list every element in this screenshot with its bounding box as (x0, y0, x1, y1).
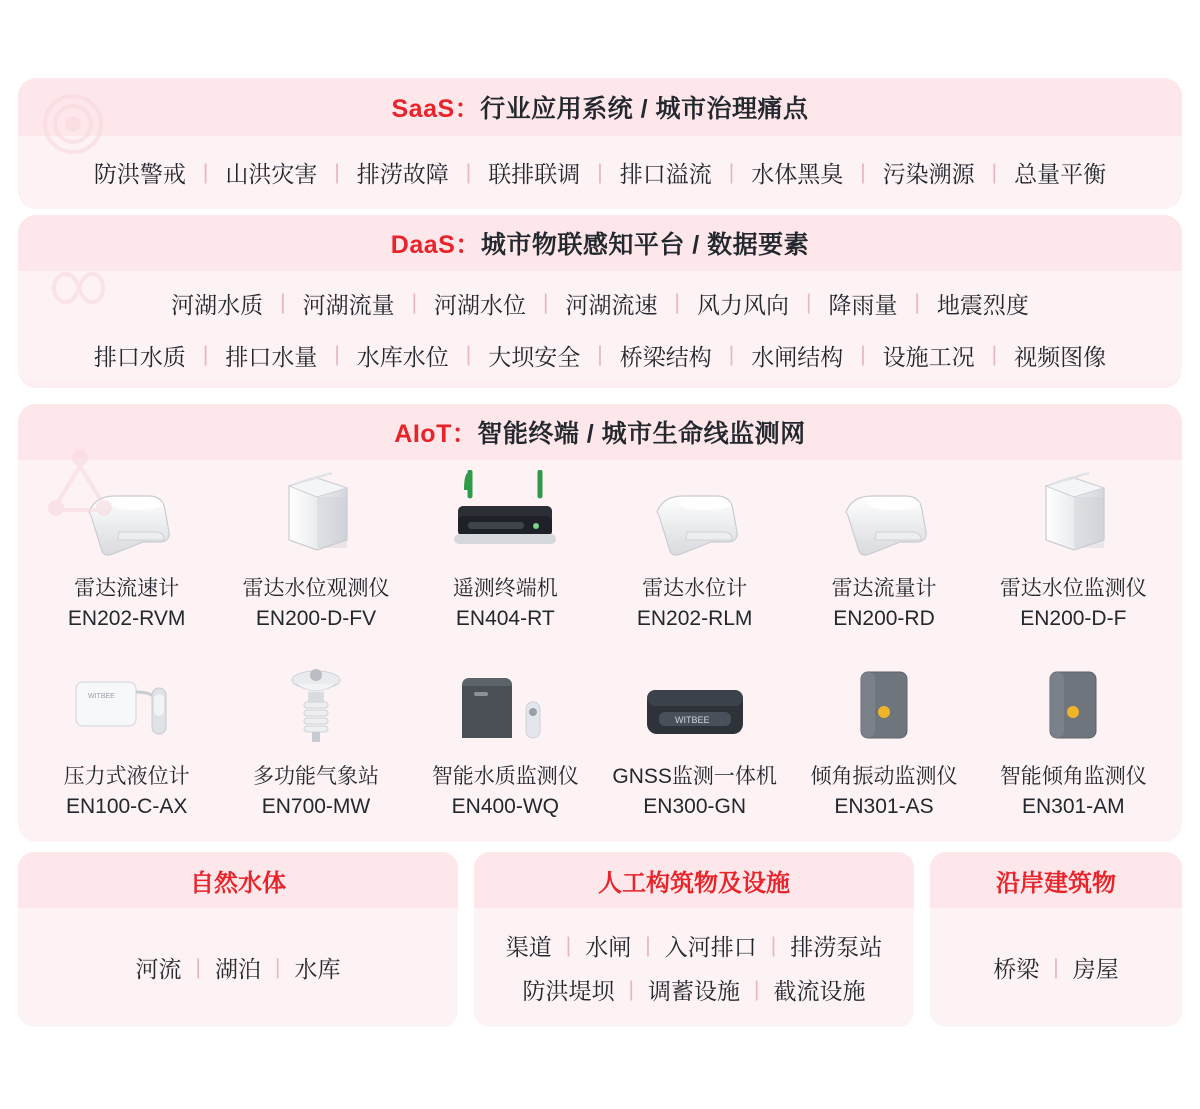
category-item[interactable]: 防洪堤坝 (522, 978, 615, 1004)
category-item[interactable]: 水库 (294, 956, 341, 982)
device-card[interactable] (600, 658, 789, 840)
device-name: 雷达水位监测仪 (999, 577, 1147, 600)
device-card[interactable] (789, 470, 978, 652)
separator: | (645, 933, 651, 957)
category-item[interactable]: 截流设施 (773, 978, 866, 1004)
daas-item[interactable]: 地震烈度 (936, 291, 1029, 318)
device-model: EN200-D-FV (255, 607, 377, 630)
category-panel-shore-buildings (930, 852, 1182, 1027)
separator: | (770, 933, 777, 957)
daas-item[interactable]: 降雨量 (828, 291, 898, 318)
device-name: 智能水质监测仪 (431, 765, 579, 788)
device-model: EN300-GN (643, 795, 746, 818)
radar-level-observer-icon (261, 470, 371, 562)
separator: | (597, 343, 603, 366)
separator: | (991, 160, 998, 184)
saas-title-main: SaaS： (391, 95, 481, 123)
separator: | (465, 343, 472, 366)
category-title: 沿岸建筑物 (930, 852, 1182, 908)
category-item[interactable]: 水闸 (585, 934, 632, 960)
device-card[interactable] (600, 470, 789, 652)
device-model: EN202-RVM (67, 607, 186, 630)
daas-item[interactable]: 桥梁结构 (619, 343, 712, 370)
gnss-monitor-icon (625, 658, 765, 750)
water-quality-monitor-icon (440, 658, 570, 750)
saas-item[interactable]: 污染溯源 (882, 161, 975, 187)
saas-item[interactable]: 排口溢流 (619, 161, 712, 187)
category-item[interactable]: 湖泊 (215, 956, 261, 982)
separator: | (411, 291, 418, 314)
rtu-router-icon (440, 470, 570, 562)
separator: | (465, 160, 472, 184)
device-name: 遥测终端机 (452, 577, 558, 600)
daas-item[interactable]: 大坝安全 (488, 343, 581, 370)
daas-title-main: DaaS： (390, 231, 481, 259)
device-card[interactable] (221, 658, 410, 840)
device-model: EN202-RLM (636, 607, 753, 630)
device-name: 倾角振动监测仪 (810, 765, 958, 788)
aiot-title-main: AIoT： (394, 420, 478, 448)
separator: | (202, 160, 209, 184)
separator: | (597, 160, 603, 184)
category-item[interactable]: 排涝泵站 (790, 934, 883, 960)
tilt-vibration-sensor-icon (839, 658, 929, 750)
svg-text:WITBEE: WITBEE (87, 693, 115, 700)
daas-title (18, 215, 1182, 271)
device-model: EN400-WQ (451, 795, 559, 818)
category-item[interactable]: 渠道 (505, 934, 552, 960)
device-name: GNSS监测一体机 (612, 765, 777, 788)
radar-velocity-sensor-icon (67, 470, 187, 562)
daas-item[interactable]: 设施工况 (882, 343, 975, 370)
device-card[interactable] (32, 658, 221, 840)
separator: | (674, 291, 680, 314)
daas-item[interactable]: 河湖水质 (171, 291, 264, 318)
separator: | (280, 291, 286, 314)
separator: | (805, 291, 812, 314)
separator: | (334, 343, 340, 366)
separator: | (1053, 955, 1059, 979)
saas-title-sub: 行业应用系统 / 城市治理痛点 (480, 95, 809, 123)
device-name: 智能倾角监测仪 (999, 765, 1147, 788)
category-item[interactable]: 房屋 (1072, 956, 1119, 982)
saas-item[interactable]: 联排联调 (488, 161, 581, 187)
device-card[interactable] (979, 470, 1168, 652)
saas-item[interactable]: 山洪灾害 (225, 161, 318, 187)
aiot-title-sub: 智能终端 / 城市生命线监测网 (477, 420, 806, 448)
separator: | (275, 955, 281, 979)
category-item-list (18, 908, 458, 1027)
separator: | (334, 160, 340, 184)
device-card[interactable] (979, 658, 1168, 840)
device-card[interactable] (411, 470, 600, 652)
category-item-row (509, 968, 880, 1012)
separator: | (728, 343, 735, 366)
aiot-panel (18, 404, 1182, 842)
category-panel-natural-water (18, 852, 458, 1027)
saas-item[interactable]: 水体黑臭 (751, 161, 844, 187)
daas-item[interactable]: 水库水位 (356, 343, 449, 370)
separator: | (860, 160, 866, 184)
daas-item[interactable]: 风力风向 (696, 291, 789, 318)
daas-item[interactable]: 河湖流速 (565, 291, 658, 318)
daas-panel (18, 215, 1182, 388)
category-item-list (930, 908, 1182, 1027)
device-card[interactable] (32, 470, 221, 652)
radar-level-meter-icon (635, 470, 755, 562)
weather-station-icon (256, 658, 376, 750)
device-name: 多功能气象站 (252, 765, 379, 788)
saas-panel (18, 78, 1182, 209)
category-panel-structures (474, 852, 914, 1027)
separator: | (543, 291, 549, 314)
daas-title-sub: 城市物联感知平台 / 数据要素 (480, 231, 810, 259)
device-model: EN301-AS (834, 795, 934, 818)
separator: | (202, 343, 209, 366)
daas-item[interactable]: 河湖流量 (302, 291, 395, 318)
daas-item[interactable]: 水闸结构 (751, 343, 844, 370)
category-item[interactable]: 入河排口 (664, 934, 757, 960)
category-title: 自然水体 (18, 852, 458, 908)
category-item-row (122, 946, 355, 990)
separator: | (860, 343, 866, 366)
category-item[interactable]: 调蓄设施 (648, 978, 740, 1004)
device-grid (18, 460, 1182, 840)
separator: | (754, 977, 760, 1001)
smart-tilt-sensor-icon (1028, 658, 1118, 750)
saas-item[interactable]: 排涝故障 (356, 161, 449, 187)
category-item-row (979, 946, 1132, 990)
device-model: EN200-RD (833, 607, 935, 630)
daas-item-list-row1 (18, 277, 1182, 329)
saas-item-list (18, 136, 1182, 209)
daas-item[interactable]: 排口水质 (93, 343, 186, 370)
device-card[interactable] (221, 470, 410, 652)
svg-text:WITBEE: WITBEE (674, 715, 710, 725)
device-name: 压力式液位计 (63, 765, 190, 788)
radar-level-monitor-icon (1018, 470, 1128, 562)
device-model: EN200-D-F (1020, 607, 1127, 630)
saas-item[interactable]: 总量平衡 (1014, 161, 1107, 187)
device-name: 雷达流速计 (74, 577, 180, 600)
device-name: 雷达水位计 (642, 577, 748, 600)
device-model: EN404-RT (455, 607, 555, 630)
separator: | (195, 955, 201, 979)
separator: | (914, 291, 920, 314)
daas-item-list-row2 (18, 329, 1182, 381)
device-card[interactable] (411, 658, 600, 840)
device-model: EN100-C-AX (65, 795, 188, 818)
aiot-title (18, 404, 1182, 460)
category-item[interactable]: 河流 (135, 956, 182, 982)
saas-title (18, 78, 1182, 136)
category-title: 人工构筑物及设施 (474, 852, 914, 908)
device-name: 雷达水位观测仪 (242, 577, 390, 600)
category-item-list (474, 908, 914, 1027)
daas-item[interactable]: 视频图像 (1014, 343, 1107, 370)
device-model: EN700-MW (261, 795, 371, 818)
saas-item[interactable]: 防洪警戒 (93, 161, 186, 187)
device-card[interactable] (789, 658, 978, 840)
daas-item[interactable]: 排口水量 (225, 343, 318, 370)
category-item-row (492, 924, 896, 968)
category-item[interactable]: 桥梁 (993, 956, 1040, 982)
radar-flow-meter-icon (824, 470, 944, 562)
pressure-level-gauge-icon (62, 658, 192, 750)
separator: | (628, 977, 634, 1001)
daas-item[interactable]: 河湖水位 (434, 291, 527, 318)
device-model: EN301-AM (1021, 795, 1125, 818)
separator: | (728, 160, 735, 184)
device-name: 雷达流量计 (831, 577, 937, 600)
separator: | (565, 933, 572, 957)
separator: | (991, 343, 998, 366)
